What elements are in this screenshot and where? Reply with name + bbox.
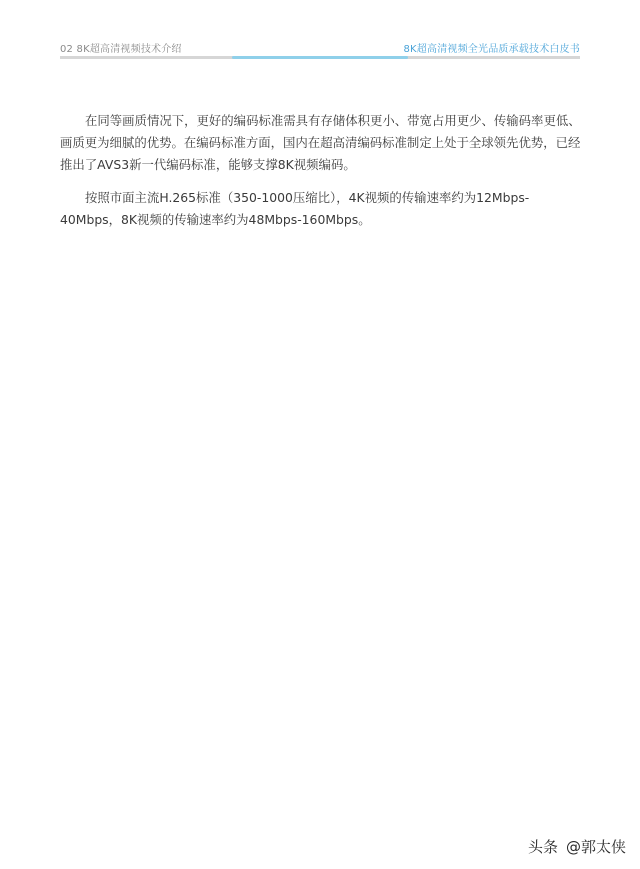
header-divider-accent (232, 56, 408, 59)
watermark (528, 836, 626, 857)
body-text (60, 110, 582, 242)
document-title: 8K超高清视频全光品质承载技术白皮书 (403, 44, 580, 55)
watermark-platform: 头条 (527, 838, 558, 856)
paragraph: 在同等画质情况下，更好的编码标准需具有存储体积更小、带宽占用更少、传输码率更低、画质更为细腻的优势。在编码标准方面，国内在超高清编码标准制定上处于全球领先优势，已经推出了AVS3新一代编码标准，能够支撑8K视频编码。 (60, 113, 581, 172)
paragraph: 按照市面主流H.265标准（350-1000压缩比），4K视频的传输速率约为12Mbps-40Mbps，8K视频的传输速率约为48Mbps-160Mbps。 (60, 190, 530, 227)
section-title: 02 8K超高清视频技术介绍 (60, 44, 182, 55)
watermark-author: @郭太侠 (565, 838, 626, 856)
